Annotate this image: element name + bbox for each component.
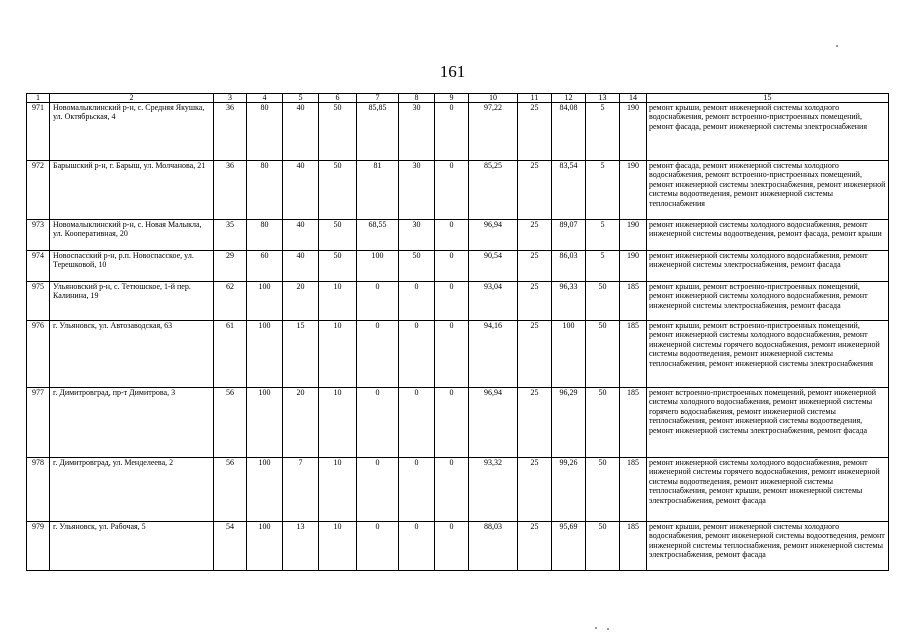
cell-col-5: 40 xyxy=(283,220,319,251)
cell-col-6: 10 xyxy=(319,388,357,458)
cell-repair-works: ремонт крыши, ремонт встроенно-пристроенных помещений, ремонт инженерной системы холодного водоснабжения, ремонт инженерной системы электроснабжения, ремонт фасада xyxy=(647,282,889,321)
cell-repair-works: ремонт инженерной системы холодного водоснабжения, ремонт инженерной системы водоотведения, ремонт фасада, ремонт крыши xyxy=(647,220,889,251)
cell-address: Новомалыклинский р-н, с. Средняя Якушка, ул. Октябрьская, 4 xyxy=(50,103,214,161)
cell-col-3: 54 xyxy=(214,522,247,571)
cell-col-8: 0 xyxy=(399,458,435,522)
column-header-14: 14 xyxy=(620,94,647,103)
cell-col-10: 93,32 xyxy=(469,458,518,522)
cell-col-14: 190 xyxy=(620,220,647,251)
cell-col-9: 0 xyxy=(435,161,469,220)
cell-col-6: 50 xyxy=(319,220,357,251)
cell-address: г. Димитровград, ул. Менделеева, 2 xyxy=(50,458,214,522)
cell-col-11: 25 xyxy=(518,161,552,220)
table-row xyxy=(27,458,889,522)
cell-col-4: 80 xyxy=(247,220,283,251)
cell-col-10: 96,94 xyxy=(469,220,518,251)
cell-col-7: 0 xyxy=(357,321,399,388)
cell-col-12: 86,03 xyxy=(552,251,586,282)
cell-col-5: 40 xyxy=(283,161,319,220)
cell-col-13: 50 xyxy=(586,388,620,458)
cell-col-3: 61 xyxy=(214,321,247,388)
cell-col-13: 5 xyxy=(586,161,620,220)
cell-col-3: 56 xyxy=(214,388,247,458)
cell-col-5: 13 xyxy=(283,522,319,571)
column-header-1: 1 xyxy=(27,94,50,103)
cell-col-10: 88,03 xyxy=(469,522,518,571)
table-row xyxy=(27,161,889,220)
cell-repair-works: ремонт крыши, ремонт инженерной системы холодного водоснабжения, ремонт встроенно-пристроенных помещений, ремонт фасада, ремонт инженерной системы электроснабжения xyxy=(647,103,889,161)
cell-col-5: 20 xyxy=(283,282,319,321)
column-header-3: 3 xyxy=(214,94,247,103)
data-table-container xyxy=(26,93,888,571)
cell-repair-works: ремонт инженерной системы холодного водоснабжения, ремонт инженерной системы горячего водоснабжения, ремонт инженерной системы водоотведения, ремонт инженерной системы теплоснабжения, ремонт крыши, ремонт инженерной системы электроснабжения, ремонт фасада xyxy=(647,458,889,522)
cell-col-5: 40 xyxy=(283,103,319,161)
cell-col-13: 50 xyxy=(586,522,620,571)
cell-col-8: 0 xyxy=(399,388,435,458)
cell-col-7: 68,55 xyxy=(357,220,399,251)
cell-col-7: 0 xyxy=(357,388,399,458)
table-row xyxy=(27,321,889,388)
cell-col-12: 84,08 xyxy=(552,103,586,161)
cell-col-13: 50 xyxy=(586,321,620,388)
cell-col-14: 190 xyxy=(620,251,647,282)
cell-col-10: 90,54 xyxy=(469,251,518,282)
cell-col-4: 100 xyxy=(247,321,283,388)
cell-col-11: 25 xyxy=(518,321,552,388)
cell-col-4: 80 xyxy=(247,103,283,161)
cell-repair-works: ремонт крыши, ремонт встроенно-пристроенных помещений, ремонт инженерной системы холодного водоснабжения, ремонт инженерной системы горячего водоснабжения, ремонт инженерной системы водоотведения, ремонт инженерной системы теплоснабжения, ремонт инженерной системы электроснабжения xyxy=(647,321,889,388)
table-row xyxy=(27,220,889,251)
cell-col-5: 40 xyxy=(283,251,319,282)
cell-col-14: 185 xyxy=(620,282,647,321)
column-header-15: 15 xyxy=(647,94,889,103)
column-header-12: 12 xyxy=(552,94,586,103)
cell-col-7: 0 xyxy=(357,458,399,522)
cell-col-11: 25 xyxy=(518,388,552,458)
page-number: 161 xyxy=(439,62,466,81)
cell-col-9: 0 xyxy=(435,103,469,161)
cell-col-6: 10 xyxy=(319,282,357,321)
cell-col-6: 50 xyxy=(319,103,357,161)
cell-repair-works: ремонт фасада, ремонт инженерной системы холодного водоснабжения, ремонт встроенно-пристроенных помещений, ремонт инженерной системы электроснабжения, ремонт инженерной системы водоотведения, ремонт инженерной системы теплоснабжения xyxy=(647,161,889,220)
cell-col-11: 25 xyxy=(518,458,552,522)
cell-col-11: 25 xyxy=(518,251,552,282)
cell-repair-works: ремонт крыши, ремонт инженерной системы холодного водоснабжения, ремонт инженерной системы водоотведения, ремонт инженерной системы теплоснабжения, ремонт инженерной системы электроснабжения, ремонт фасада xyxy=(647,522,889,571)
cell-col-6: 10 xyxy=(319,458,357,522)
cell-col-8: 0 xyxy=(399,282,435,321)
cell-col-13: 50 xyxy=(586,282,620,321)
cell-col-10: 85,25 xyxy=(469,161,518,220)
scan-speck xyxy=(595,627,597,629)
cell-col-3: 36 xyxy=(214,103,247,161)
cell-col-12: 96,29 xyxy=(552,388,586,458)
column-header-4: 4 xyxy=(247,94,283,103)
cell-address: Новоспасский р-н, р.п. Новоспасское, ул. Терешковой, 10 xyxy=(50,251,214,282)
cell-repair-works: ремонт инженерной системы холодного водоснабжения, ремонт инженерной системы электроснабжения, ремонт фасада xyxy=(647,251,889,282)
column-header-13: 13 xyxy=(586,94,620,103)
cell-col-13: 5 xyxy=(586,251,620,282)
cell-col-3: 29 xyxy=(214,251,247,282)
cell-col-9: 0 xyxy=(435,220,469,251)
cell-row-number: 972 xyxy=(27,161,50,220)
cell-col-12: 96,33 xyxy=(552,282,586,321)
cell-col-4: 100 xyxy=(247,282,283,321)
cell-row-number: 979 xyxy=(27,522,50,571)
cell-col-9: 0 xyxy=(435,522,469,571)
cell-address: Новомалыклинский р-н, с. Новая Малыкла, ул. Кооперативная, 20 xyxy=(50,220,214,251)
cell-col-3: 35 xyxy=(214,220,247,251)
cell-col-12: 95,69 xyxy=(552,522,586,571)
cell-col-10: 93,04 xyxy=(469,282,518,321)
cell-col-7: 100 xyxy=(357,251,399,282)
cell-col-11: 25 xyxy=(518,522,552,571)
cell-col-9: 0 xyxy=(435,388,469,458)
cell-address: г. Ульяновск, ул. Рабочая, 5 xyxy=(50,522,214,571)
cell-col-14: 185 xyxy=(620,522,647,571)
cell-col-6: 50 xyxy=(319,161,357,220)
cell-col-14: 190 xyxy=(620,161,647,220)
cell-col-14: 190 xyxy=(620,103,647,161)
cell-col-12: 89,07 xyxy=(552,220,586,251)
cell-repair-works: ремонт встроенно-пристроенных помещений, ремонт инженерной системы холодного водоснабжения, ремонт инженерной системы горячего водоснабжения, ремонт инженерной системы теплоснабжения, ремонт инженерной системы водоотведения, ремонт инженерной системы электроснабжения, ремонт фасада xyxy=(647,388,889,458)
cell-col-6: 10 xyxy=(319,522,357,571)
cell-address: г. Димитровград, пр-т Димитрова, 3 xyxy=(50,388,214,458)
cell-col-4: 100 xyxy=(247,388,283,458)
cell-col-4: 100 xyxy=(247,522,283,571)
cell-col-11: 25 xyxy=(518,282,552,321)
cell-col-9: 0 xyxy=(435,458,469,522)
cell-col-5: 15 xyxy=(283,321,319,388)
cell-row-number: 976 xyxy=(27,321,50,388)
cell-col-7: 0 xyxy=(357,522,399,571)
cell-col-8: 50 xyxy=(399,251,435,282)
cell-col-6: 10 xyxy=(319,321,357,388)
table-row xyxy=(27,388,889,458)
cell-row-number: 971 xyxy=(27,103,50,161)
cell-col-9: 0 xyxy=(435,251,469,282)
cell-col-8: 30 xyxy=(399,161,435,220)
table-row xyxy=(27,103,889,161)
data-table xyxy=(26,93,889,571)
cell-address: Ульяновский р-н, с. Тетюшское, 1-й пер. Калинина, 19 xyxy=(50,282,214,321)
cell-col-13: 5 xyxy=(586,103,620,161)
cell-row-number: 975 xyxy=(27,282,50,321)
column-header-2: 2 xyxy=(50,94,214,103)
column-header-10: 10 xyxy=(469,94,518,103)
table-row xyxy=(27,282,889,321)
cell-col-11: 25 xyxy=(518,103,552,161)
cell-col-7: 85,85 xyxy=(357,103,399,161)
cell-col-7: 81 xyxy=(357,161,399,220)
cell-col-13: 50 xyxy=(586,458,620,522)
cell-col-3: 36 xyxy=(214,161,247,220)
column-header-7: 7 xyxy=(357,94,399,103)
cell-col-10: 96,94 xyxy=(469,388,518,458)
cell-row-number: 974 xyxy=(27,251,50,282)
column-header-11: 11 xyxy=(518,94,552,103)
scan-speck xyxy=(836,45,838,47)
cell-col-14: 185 xyxy=(620,321,647,388)
cell-col-8: 0 xyxy=(399,321,435,388)
cell-col-4: 80 xyxy=(247,161,283,220)
cell-address: г. Ульяновск, ул. Автозаводская, 63 xyxy=(50,321,214,388)
cell-col-12: 100 xyxy=(552,321,586,388)
cell-col-5: 20 xyxy=(283,388,319,458)
table-body xyxy=(27,103,889,571)
cell-address: Барышский р-н, г. Барыш, ул. Молчанова, 21 xyxy=(50,161,214,220)
cell-row-number: 973 xyxy=(27,220,50,251)
cell-row-number: 978 xyxy=(27,458,50,522)
header-row xyxy=(27,94,889,103)
cell-col-11: 25 xyxy=(518,220,552,251)
cell-col-6: 50 xyxy=(319,251,357,282)
cell-col-14: 185 xyxy=(620,458,647,522)
cell-col-4: 100 xyxy=(247,458,283,522)
cell-col-9: 0 xyxy=(435,321,469,388)
cell-col-12: 83,54 xyxy=(552,161,586,220)
cell-col-8: 30 xyxy=(399,220,435,251)
table-row xyxy=(27,251,889,282)
cell-row-number: 977 xyxy=(27,388,50,458)
cell-col-7: 0 xyxy=(357,282,399,321)
table-row xyxy=(27,522,889,571)
column-header-6: 6 xyxy=(319,94,357,103)
column-header-9: 9 xyxy=(435,94,469,103)
cell-col-4: 60 xyxy=(247,251,283,282)
cell-col-5: 7 xyxy=(283,458,319,522)
cell-col-3: 56 xyxy=(214,458,247,522)
cell-col-12: 99,26 xyxy=(552,458,586,522)
cell-col-10: 97,22 xyxy=(469,103,518,161)
cell-col-14: 185 xyxy=(620,388,647,458)
cell-col-10: 94,16 xyxy=(469,321,518,388)
cell-col-13: 5 xyxy=(586,220,620,251)
cell-col-8: 30 xyxy=(399,103,435,161)
column-header-8: 8 xyxy=(399,94,435,103)
cell-col-8: 0 xyxy=(399,522,435,571)
column-header-5: 5 xyxy=(283,94,319,103)
cell-col-9: 0 xyxy=(435,282,469,321)
scan-speck xyxy=(607,628,609,630)
cell-col-3: 62 xyxy=(214,282,247,321)
